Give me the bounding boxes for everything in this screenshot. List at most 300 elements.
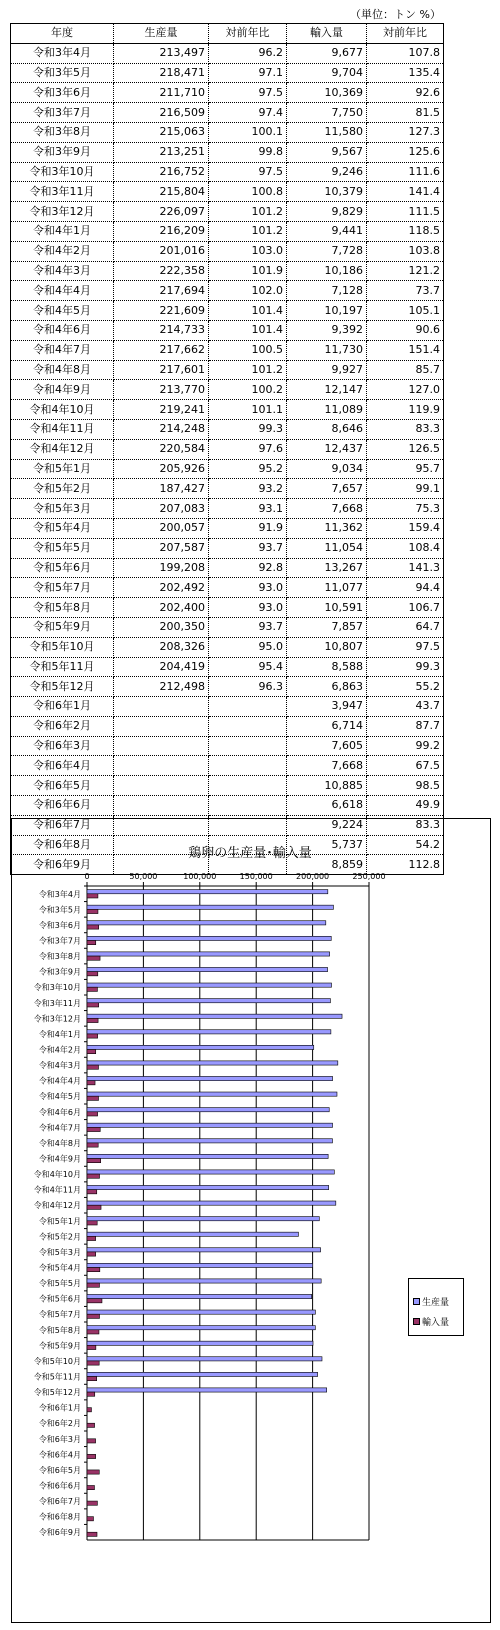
category-label: 令和3年10月 — [33, 983, 81, 993]
cell-year: 令和3年7月 — [11, 103, 114, 123]
cell-year: 令和4年1月 — [11, 221, 114, 241]
bar-production — [87, 1263, 313, 1267]
cell-production: 187,427 — [114, 479, 209, 499]
category-label: 令和5年6月 — [38, 1294, 81, 1304]
bar-import — [87, 941, 96, 945]
cell-production-yoy: 101.4 — [209, 301, 287, 321]
cell-import-yoy: 103.8 — [367, 241, 444, 261]
bar-production — [87, 999, 330, 1003]
cell-year: 令和4年8月 — [11, 360, 114, 380]
cell-import: 3,947 — [287, 697, 367, 717]
category-label: 令和4年8月 — [38, 1138, 81, 1148]
category-label: 令和4年11月 — [33, 1185, 81, 1195]
bar-import — [87, 1361, 99, 1365]
cell-production-yoy: 93.7 — [209, 617, 287, 637]
category-label: 令和4年3月 — [38, 1061, 81, 1071]
cell-production: 221,609 — [114, 301, 209, 321]
cell-year: 令和5年5月 — [11, 538, 114, 558]
cell-production-yoy: 99.8 — [209, 142, 287, 162]
category-label: 令和4年7月 — [38, 1123, 81, 1133]
cell-import: 10,591 — [287, 598, 367, 618]
bar-import — [87, 1470, 99, 1474]
bar-import — [87, 1205, 101, 1209]
cell-production-yoy: 92.8 — [209, 558, 287, 578]
cell-production-yoy: 103.0 — [209, 241, 287, 261]
cell-import-yoy: 111.6 — [367, 162, 444, 182]
bar-production — [87, 1217, 319, 1221]
bar-import — [87, 1018, 98, 1022]
cell-production: 226,097 — [114, 202, 209, 222]
bar-import — [87, 1003, 99, 1007]
bar-production — [87, 1170, 334, 1174]
cell-production-yoy: 97.5 — [209, 162, 287, 182]
cell-year: 令和5年1月 — [11, 459, 114, 479]
cell-production-yoy: 93.1 — [209, 499, 287, 519]
bar-production — [87, 1326, 315, 1330]
cell-import-yoy: 99.3 — [367, 657, 444, 677]
cell-import-yoy: 83.3 — [367, 815, 444, 835]
category-label: 令和4年1月 — [38, 1029, 81, 1039]
cell-import: 10,379 — [287, 182, 367, 202]
cell-production: 201,016 — [114, 241, 209, 261]
bar-import — [87, 1096, 99, 1100]
cell-year: 令和5年12月 — [11, 677, 114, 697]
cell-import-yoy: 119.9 — [367, 400, 444, 420]
cell-production-yoy: 93.7 — [209, 538, 287, 558]
bar-import — [87, 1221, 97, 1225]
cell-production: 215,063 — [114, 122, 209, 142]
bar-import — [87, 1486, 94, 1490]
bar-import — [87, 1159, 101, 1163]
bar-production — [87, 1372, 318, 1376]
cell-import: 11,054 — [287, 538, 367, 558]
x-tick-label: 200,000 — [296, 872, 330, 881]
bar-import — [87, 1392, 95, 1396]
category-label: 令和6年4月 — [38, 1450, 81, 1460]
cell-import-yoy: 106.7 — [367, 598, 444, 618]
cell-year: 令和6年2月 — [11, 716, 114, 736]
cell-year: 令和3年8月 — [11, 122, 114, 142]
cell-production: 214,733 — [114, 320, 209, 340]
cell-year: 令和4年11月 — [11, 419, 114, 439]
bar-import — [87, 1439, 96, 1443]
cell-import-yoy: 49.9 — [367, 796, 444, 816]
cell-production-yoy: 100.8 — [209, 182, 287, 202]
category-label: 令和3年9月 — [38, 967, 81, 977]
bar-production — [87, 1108, 329, 1112]
bar-production — [87, 1232, 298, 1236]
bar-production — [87, 1185, 329, 1189]
cell-import-yoy: 97.5 — [367, 637, 444, 657]
chart-legend — [408, 1278, 464, 1336]
cell-import-yoy: 85.7 — [367, 360, 444, 380]
cell-production: 213,770 — [114, 380, 209, 400]
bar-production — [87, 983, 331, 987]
bar-import — [87, 894, 98, 898]
cell-import-yoy: 112.8 — [367, 855, 444, 875]
cell-import-yoy: 135.4 — [367, 63, 444, 83]
cell-production: 200,350 — [114, 617, 209, 637]
x-tick-label: 150,000 — [239, 872, 273, 881]
cell-production-yoy: 97.5 — [209, 83, 287, 103]
cell-year: 令和5年6月 — [11, 558, 114, 578]
cell-import-yoy: 108.4 — [367, 538, 444, 558]
cell-production: 199,208 — [114, 558, 209, 578]
bar-production — [87, 1388, 327, 1392]
chart-title: 鶏卵の生産量･輸入量 — [188, 846, 312, 861]
cell-import: 10,885 — [287, 776, 367, 796]
cell-import-yoy: 127.3 — [367, 122, 444, 142]
bar-production — [87, 1123, 333, 1127]
cell-import: 12,147 — [287, 380, 367, 400]
category-label: 令和5年2月 — [38, 1232, 81, 1242]
cell-import: 7,857 — [287, 617, 367, 637]
cell-import: 6,863 — [287, 677, 367, 697]
bar-production — [87, 1279, 321, 1283]
bar-import — [87, 1517, 93, 1521]
category-label: 令和5年10月 — [33, 1356, 81, 1366]
cell-import-yoy: 111.5 — [367, 202, 444, 222]
legend-item-production — [413, 1295, 449, 1308]
cell-production: 202,492 — [114, 578, 209, 598]
cell-production-yoy: 101.9 — [209, 261, 287, 281]
cell-import: 11,077 — [287, 578, 367, 598]
header-production-yoy: 対前年比 — [209, 24, 287, 44]
cell-production-yoy: 99.3 — [209, 419, 287, 439]
cell-year: 令和6年5月 — [11, 776, 114, 796]
cell-import: 6,618 — [287, 796, 367, 816]
category-label: 令和6年3月 — [38, 1434, 81, 1444]
bar-production — [87, 967, 328, 971]
legend-label-import: 輸入量 — [422, 1318, 450, 1328]
cell-import-yoy: 159.4 — [367, 518, 444, 538]
cell-production: 217,694 — [114, 281, 209, 301]
bar-import — [87, 1314, 99, 1318]
bar-import — [87, 1377, 97, 1381]
bar-production — [87, 1154, 328, 1158]
cell-year: 令和4年9月 — [11, 380, 114, 400]
x-tick-label: 0 — [84, 872, 90, 881]
category-label: 令和5年8月 — [38, 1325, 81, 1335]
cell-import-yoy: 92.6 — [367, 83, 444, 103]
cell-production: 216,209 — [114, 221, 209, 241]
cell-production: 212,498 — [114, 677, 209, 697]
category-label: 令和3年8月 — [38, 952, 81, 962]
cell-year: 令和3年11月 — [11, 182, 114, 202]
cell-import-yoy: 125.6 — [367, 142, 444, 162]
cell-year: 令和6年6月 — [11, 796, 114, 816]
cell-year: 令和4年4月 — [11, 281, 114, 301]
bar-production — [87, 1248, 321, 1252]
cell-import-yoy: 95.7 — [367, 459, 444, 479]
bar-import — [87, 1174, 100, 1178]
cell-import-yoy: 75.3 — [367, 499, 444, 519]
cell-import-yoy: 87.7 — [367, 716, 444, 736]
cell-production: 208,326 — [114, 637, 209, 657]
cell-import: 7,668 — [287, 756, 367, 776]
cell-production-yoy: 100.1 — [209, 122, 287, 142]
cell-import: 9,829 — [287, 202, 367, 222]
bar-import — [87, 1236, 96, 1240]
cell-import-yoy: 54.2 — [367, 835, 444, 855]
bar-import — [87, 1081, 95, 1085]
category-label: 令和3年7月 — [38, 936, 81, 946]
cell-production-yoy: 97.6 — [209, 439, 287, 459]
category-label: 令和3年4月 — [38, 889, 81, 899]
cell-year: 令和4年7月 — [11, 340, 114, 360]
cell-production: 213,497 — [114, 43, 209, 63]
cell-production-yoy: 95.4 — [209, 657, 287, 677]
cell-year: 令和4年2月 — [11, 241, 114, 261]
cell-import: 9,034 — [287, 459, 367, 479]
cell-import-yoy: 90.6 — [367, 320, 444, 340]
category-label: 令和5年7月 — [38, 1310, 81, 1320]
bar-production — [87, 905, 333, 909]
bar-import — [87, 1127, 100, 1131]
bar-production — [87, 1014, 342, 1018]
category-label: 令和4年12月 — [33, 1201, 81, 1211]
cell-import: 7,657 — [287, 479, 367, 499]
cell-year: 令和3年12月 — [11, 202, 114, 222]
bar-import — [87, 1408, 91, 1412]
cell-year: 令和6年7月 — [11, 815, 114, 835]
cell-import: 11,580 — [287, 122, 367, 142]
cell-import-yoy: 73.7 — [367, 281, 444, 301]
cell-production: 207,587 — [114, 538, 209, 558]
cell-production: 215,804 — [114, 182, 209, 202]
bar-production — [87, 1357, 322, 1361]
cell-production-yoy: 97.4 — [209, 103, 287, 123]
category-label: 令和3年5月 — [38, 905, 81, 915]
bar-import — [87, 909, 98, 913]
bar-import — [87, 972, 98, 976]
cell-production-yoy: 100.5 — [209, 340, 287, 360]
x-tick-label: 50,000 — [129, 872, 158, 881]
cell-production: 216,752 — [114, 162, 209, 182]
cell-import: 10,186 — [287, 261, 367, 281]
header-production: 生産量 — [114, 24, 209, 44]
cell-import: 9,567 — [287, 142, 367, 162]
cell-import: 7,728 — [287, 241, 367, 261]
cell-year: 令和5年4月 — [11, 518, 114, 538]
cell-import: 9,704 — [287, 63, 367, 83]
cell-year: 令和6年9月 — [11, 855, 114, 875]
cell-production: 217,601 — [114, 360, 209, 380]
bar-import — [87, 1454, 96, 1458]
cell-year: 令和6年8月 — [11, 835, 114, 855]
cell-production-yoy: 101.2 — [209, 202, 287, 222]
cell-import: 9,392 — [287, 320, 367, 340]
bar-production — [87, 921, 326, 925]
bar-production — [87, 936, 331, 940]
cell-import-yoy: 141.4 — [367, 182, 444, 202]
bar-import — [87, 1330, 99, 1334]
cell-year: 令和4年12月 — [11, 439, 114, 459]
cell-production: 218,471 — [114, 63, 209, 83]
cell-production: 222,358 — [114, 261, 209, 281]
bar-import — [87, 1112, 98, 1116]
cell-production-yoy: 100.2 — [209, 380, 287, 400]
category-label: 令和4年6月 — [38, 1107, 81, 1117]
cell-import-yoy: 81.5 — [367, 103, 444, 123]
cell-year: 令和3年10月 — [11, 162, 114, 182]
cell-import-yoy: 118.5 — [367, 221, 444, 241]
cell-import-yoy: 67.5 — [367, 756, 444, 776]
category-label: 令和5年9月 — [38, 1341, 81, 1351]
cell-production: 204,419 — [114, 657, 209, 677]
cell-import-yoy: 105.1 — [367, 301, 444, 321]
bar-production — [87, 1139, 332, 1143]
bar-production — [87, 1310, 315, 1314]
cell-import-yoy: 141.3 — [367, 558, 444, 578]
cell-import: 12,437 — [287, 439, 367, 459]
category-label: 令和3年11月 — [33, 998, 81, 1008]
cell-production-yoy: 101.2 — [209, 360, 287, 380]
cell-year: 令和6年1月 — [11, 697, 114, 717]
cell-import: 5,737 — [287, 835, 367, 855]
category-label: 令和3年6月 — [38, 920, 81, 930]
legend-swatch-import — [413, 1318, 420, 1325]
cell-import-yoy: 94.4 — [367, 578, 444, 598]
cell-import: 9,677 — [287, 43, 367, 63]
category-label: 令和3年12月 — [33, 1014, 81, 1024]
cell-production-yoy: 95.0 — [209, 637, 287, 657]
legend-item-import — [413, 1315, 449, 1328]
cell-import: 6,714 — [287, 716, 367, 736]
category-label: 令和6年2月 — [38, 1419, 81, 1429]
bar-import — [87, 1299, 102, 1303]
category-label: 令和6年8月 — [38, 1512, 81, 1522]
cell-production-yoy: 96.2 — [209, 43, 287, 63]
bar-import — [87, 925, 99, 929]
cell-import: 8,859 — [287, 855, 367, 875]
cell-import: 10,807 — [287, 637, 367, 657]
cell-production-yoy: 96.3 — [209, 677, 287, 697]
cell-production: 205,926 — [114, 459, 209, 479]
cell-production-yoy: 93.0 — [209, 578, 287, 598]
cell-import-yoy: 55.2 — [367, 677, 444, 697]
bar-production — [87, 890, 328, 894]
x-tick-label: 100,000 — [183, 872, 217, 881]
category-label: 令和5年5月 — [38, 1279, 81, 1289]
cell-import: 13,267 — [287, 558, 367, 578]
bar-import — [87, 1065, 98, 1069]
cell-import-yoy: 64.7 — [367, 617, 444, 637]
cell-production: 217,662 — [114, 340, 209, 360]
cell-import-yoy: 107.8 — [367, 43, 444, 63]
bar-import — [87, 1423, 95, 1427]
cell-year: 令和5年3月 — [11, 499, 114, 519]
category-label: 令和6年5月 — [38, 1465, 81, 1475]
cell-production-yoy: 101.2 — [209, 221, 287, 241]
cell-year: 令和5年8月 — [11, 598, 114, 618]
cell-import: 9,441 — [287, 221, 367, 241]
cell-production: 200,057 — [114, 518, 209, 538]
bar-import — [87, 1268, 100, 1272]
cell-production: 219,241 — [114, 400, 209, 420]
category-label: 令和6年7月 — [38, 1497, 81, 1507]
bar-import — [87, 1252, 96, 1256]
bar-production — [87, 1201, 336, 1205]
bar-import — [87, 1050, 96, 1054]
cell-import: 7,750 — [287, 103, 367, 123]
cell-year: 令和6年3月 — [11, 736, 114, 756]
cell-production-yoy: 91.9 — [209, 518, 287, 538]
header-import-yoy: 対前年比 — [367, 24, 444, 44]
bar-import — [87, 1143, 98, 1147]
bar-production — [87, 1030, 331, 1034]
bar-production — [87, 1045, 314, 1049]
bar-import — [87, 1034, 98, 1038]
cell-production-yoy: 101.1 — [209, 400, 287, 420]
category-label: 令和4年5月 — [38, 1092, 81, 1102]
cell-import: 10,197 — [287, 301, 367, 321]
category-label: 令和5年12月 — [33, 1388, 81, 1398]
cell-import: 9,246 — [287, 162, 367, 182]
cell-production: 202,400 — [114, 598, 209, 618]
cell-import: 8,646 — [287, 419, 367, 439]
cell-import-yoy: 43.7 — [367, 697, 444, 717]
bar-import — [87, 1501, 97, 1505]
bar-production — [87, 1092, 337, 1096]
cell-import-yoy: 83.3 — [367, 419, 444, 439]
category-label: 令和4年4月 — [38, 1076, 81, 1086]
cell-production: 214,248 — [114, 419, 209, 439]
bar-import — [87, 1190, 97, 1194]
cell-year: 令和4年5月 — [11, 301, 114, 321]
cell-year: 令和4年10月 — [11, 400, 114, 420]
cell-production: 213,251 — [114, 142, 209, 162]
cell-year: 令和5年9月 — [11, 617, 114, 637]
cell-import: 11,362 — [287, 518, 367, 538]
cell-production-yoy: 93.0 — [209, 598, 287, 618]
category-label: 令和5年11月 — [33, 1372, 81, 1382]
bar-production — [87, 1341, 313, 1345]
bar-import — [87, 1532, 97, 1536]
category-label: 令和4年9月 — [38, 1154, 81, 1164]
bar-production — [87, 1076, 333, 1080]
category-label: 令和6年1月 — [38, 1403, 81, 1413]
cell-import-yoy: 121.2 — [367, 261, 444, 281]
cell-import: 11,089 — [287, 400, 367, 420]
legend-swatch-production — [413, 1298, 420, 1305]
legend-label-production: 生産量 — [422, 1298, 450, 1308]
cell-year: 令和3年6月 — [11, 83, 114, 103]
category-label: 令和4年10月 — [33, 1170, 81, 1180]
cell-year: 令和5年2月 — [11, 479, 114, 499]
bar-import — [87, 1283, 99, 1287]
cell-year: 令和5年7月 — [11, 578, 114, 598]
category-label: 令和6年9月 — [38, 1528, 81, 1538]
unit-note: （単位：トン %） — [350, 8, 441, 21]
cell-year: 令和5年11月 — [11, 657, 114, 677]
bar-production — [87, 952, 330, 956]
bar-production — [87, 1294, 312, 1298]
category-label: 令和5年1月 — [38, 1216, 81, 1226]
cell-import-yoy: 99.2 — [367, 736, 444, 756]
header-import: 輸入量 — [287, 24, 367, 44]
cell-import-yoy: 99.1 — [367, 479, 444, 499]
cell-production: 211,710 — [114, 83, 209, 103]
cell-production-yoy: 93.2 — [209, 479, 287, 499]
x-tick-label: 250,000 — [352, 872, 386, 881]
bar-import — [87, 987, 97, 991]
cell-production-yoy: 102.0 — [209, 281, 287, 301]
cell-production-yoy: 95.2 — [209, 459, 287, 479]
cell-production-yoy: 97.1 — [209, 63, 287, 83]
cell-import: 9,224 — [287, 815, 367, 835]
cell-year: 令和3年4月 — [11, 43, 114, 63]
